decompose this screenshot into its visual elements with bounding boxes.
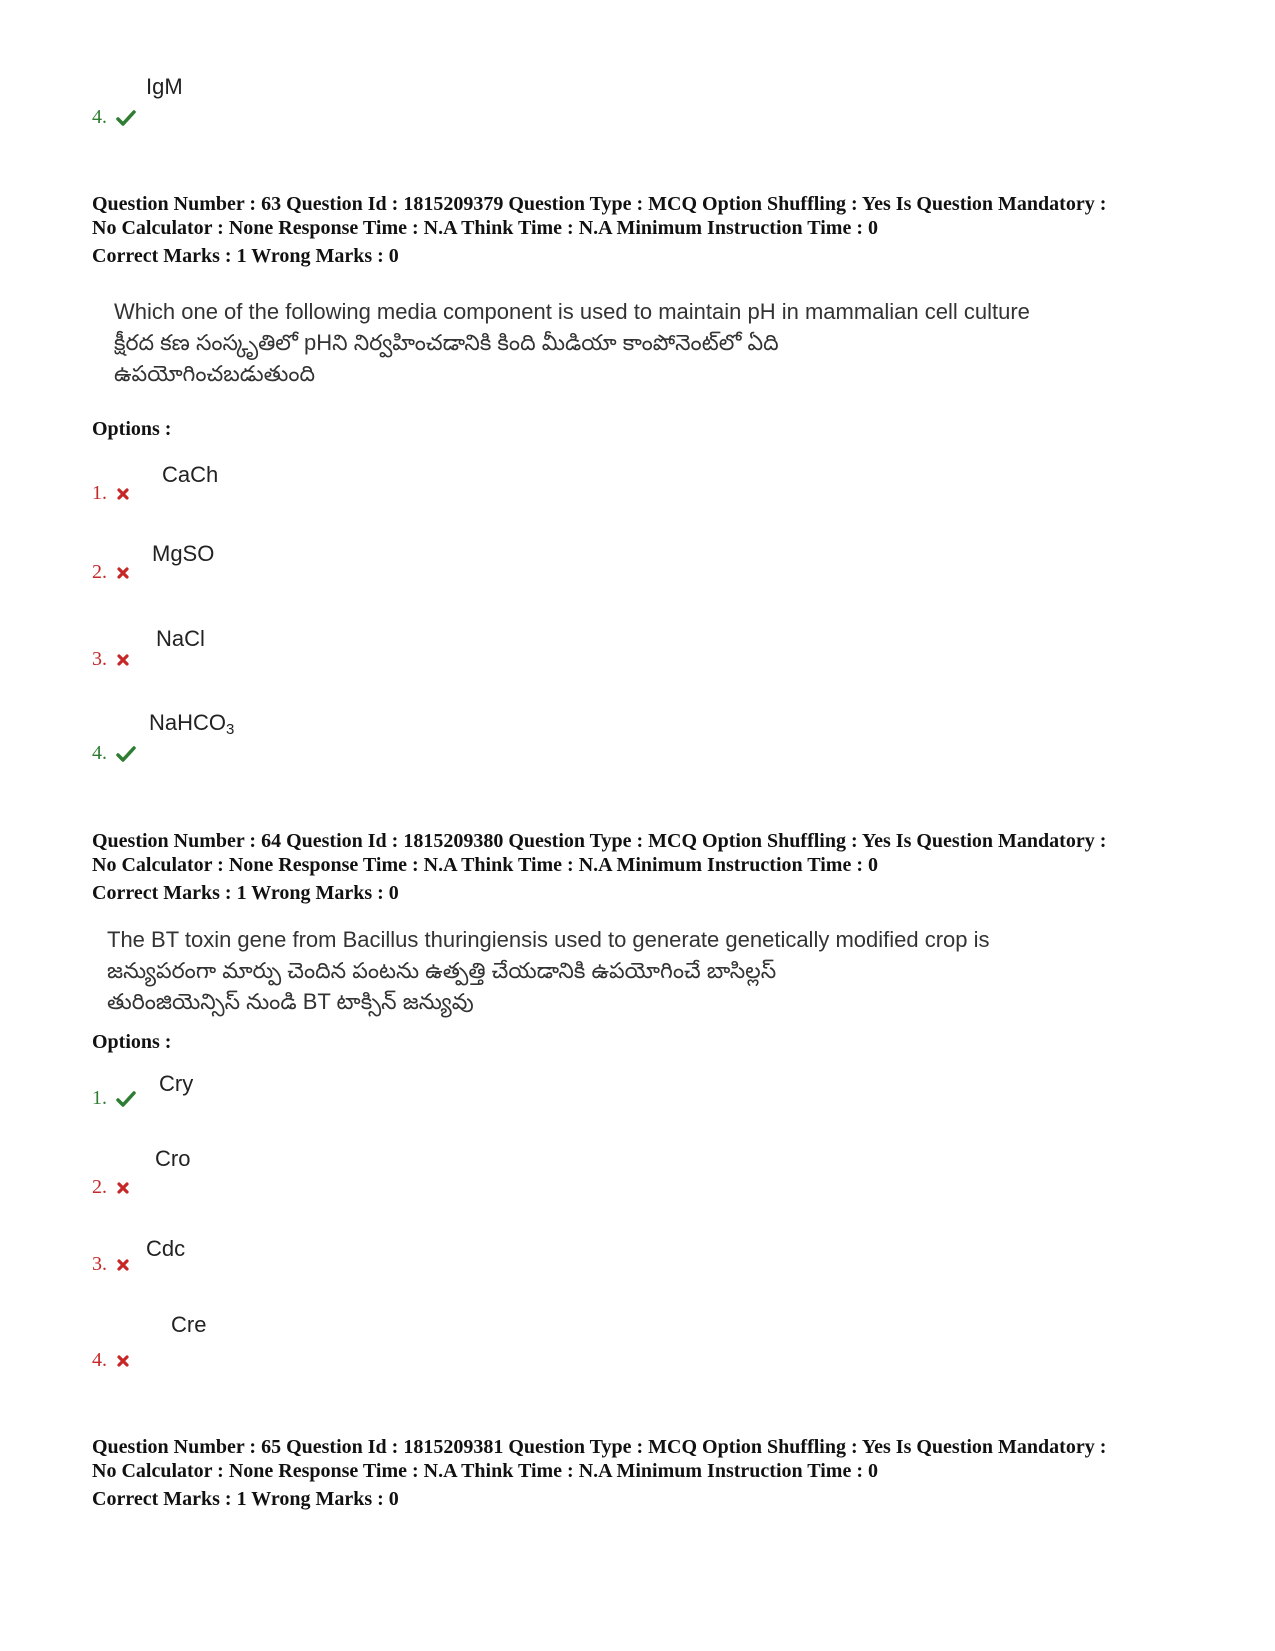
question-meta-line-1: Question Number : 64 Question Id : 1815209380 Question Type : MCQ Option Shuffling : Yes Is Question Mandatory :	[92, 830, 1107, 852]
option-number: 4.	[92, 106, 136, 129]
option-number: 2.	[92, 561, 130, 584]
cross-icon	[116, 1354, 130, 1368]
question-marks-line: Correct Marks : 1 Wrong Marks : 0	[92, 882, 399, 904]
question-text-english: Which one of the following media component is used to maintain pH in mammalian cell culture	[114, 299, 1030, 324]
option-number: 1.	[92, 482, 130, 505]
question-meta-line-2: No Calculator : None Response Time : N.A Think Time : N.A Minimum Instruction Time : 0	[92, 217, 878, 239]
cross-icon	[116, 487, 130, 501]
check-icon	[116, 746, 136, 762]
check-icon	[116, 1091, 136, 1107]
question-text-telugu-line-2: ఉపయోగించబడుతుంది	[114, 361, 316, 386]
option-text: MgSO	[152, 541, 215, 566]
question-text-telugu-line-1: జన్యుపరంగా మార్పు చెందిన పంటను ఉత్పత్తి చేయడానికి ఉపయోగించే బాసిల్లస్	[107, 958, 777, 983]
option-text: IgM	[146, 74, 183, 99]
question-text	[114, 296, 1030, 389]
option-text-subscript: 3	[226, 721, 235, 738]
option-text: NaHCO$_3$	[149, 710, 235, 738]
question-marks-line: Correct Marks : 1 Wrong Marks : 0	[92, 1488, 399, 1510]
cross-icon	[116, 566, 130, 580]
cross-icon	[116, 1258, 130, 1272]
question-meta-line-2: No Calculator : None Response Time : N.A Think Time : N.A Minimum Instruction Time : 0	[92, 1460, 878, 1482]
options-label: Options :	[92, 1031, 172, 1053]
question-text-telugu-line-1: క్షీరద కణ సంస్కృతిలో pHని నిర్వహించడానికి కింది మీడియా కాంపోనెంట్‌లో ఏది	[114, 330, 779, 355]
option-text: CaCh	[162, 462, 219, 487]
option-number: 4.	[92, 742, 136, 765]
question-text-telugu-line-2: తురింజియెన్సిస్ నుండి BT టాక్సిన్ జన్యువు	[107, 989, 474, 1014]
option-number: 2.	[92, 1176, 130, 1199]
option-number: 4.	[92, 1349, 130, 1372]
cross-icon	[116, 653, 130, 667]
question-meta-line-1: Question Number : 63 Question Id : 1815209379 Question Type : MCQ Option Shuffling : Yes Is Question Mandatory :	[92, 193, 1107, 215]
question-marks-line: Correct Marks : 1 Wrong Marks : 0	[92, 245, 399, 267]
option-number: 1.	[92, 1087, 136, 1110]
options-label: Options :	[92, 418, 172, 440]
question-text-english: The BT toxin gene from Bacillus thuringiensis used to generate genetically modified crop is	[107, 927, 990, 952]
option-text: Cro	[155, 1146, 191, 1171]
option-text: Cre	[171, 1312, 207, 1337]
option-text: NaCl	[156, 626, 205, 651]
option-number: 3.	[92, 1253, 130, 1276]
cross-icon	[116, 1181, 130, 1195]
option-text: Cry	[159, 1071, 194, 1096]
question-text	[107, 924, 990, 1017]
check-icon	[116, 110, 136, 126]
option-text: Cdc	[146, 1236, 186, 1261]
question-meta-line-2: No Calculator : None Response Time : N.A Think Time : N.A Minimum Instruction Time : 0	[92, 854, 878, 876]
question-meta-line-1: Question Number : 65 Question Id : 1815209381 Question Type : MCQ Option Shuffling : Yes Is Question Mandatory :	[92, 1436, 1107, 1458]
option-number: 3.	[92, 648, 130, 671]
